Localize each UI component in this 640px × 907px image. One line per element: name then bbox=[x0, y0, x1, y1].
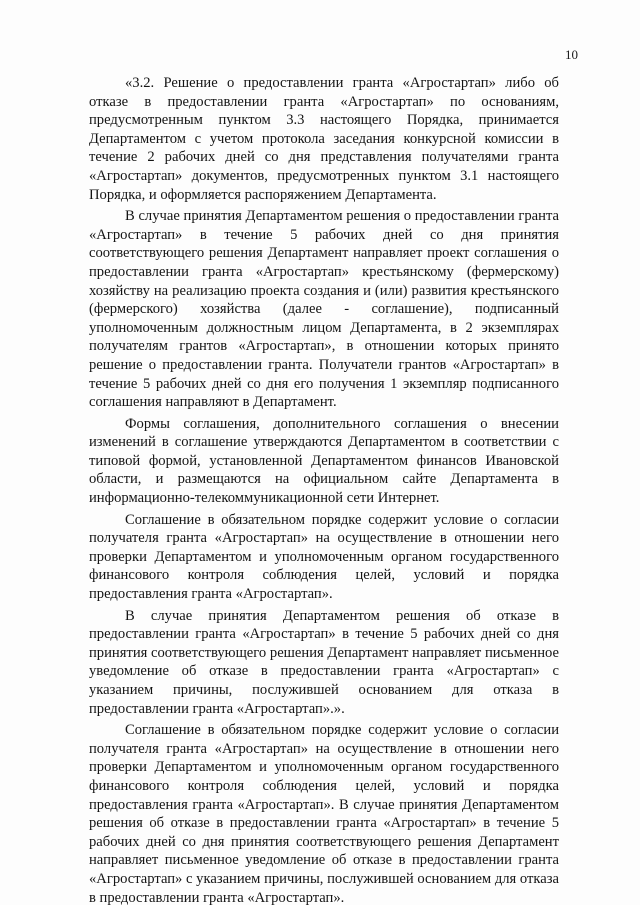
document-body bbox=[89, 74, 559, 907]
paragraph-agreement-conditions-repeat: Соглашение в обязательном порядке содержит условие о согласии получателя гранта «Агростартап» на осуществление в отношении него проверки Департаментом и уполномоченным органом государственного финансового контроля соблюдения целей, условий и порядка предоставления гранта «Агростартап». В случае принятия Департаментом решения об отказе в предоставлении гранта «Агростартап» в течение 5 рабочих дней со дня принятия соответствующего решения Департамент направляет письменное уведомление об отказе в предоставлении гранта «Агростартап» с указанием причины, послужившей основанием для отказа в предоставлении гранта «Агростартап». bbox=[89, 722, 559, 906]
paragraph-agreement-conditions: Соглашение в обязательном порядке содержит условие о согласии получателя гранта «Агростартап» на осуществление в отношении него проверки Департаментом и уполномоченным органом государственного финансового контроля соблюдения целей, условий и порядка предоставления гранта «Агростартап». bbox=[89, 511, 559, 603]
paragraph-grant-approval: В случае принятия Департаментом решения о предоставлении гранта «Агростартап» в течение 5 рабочих дней со дня принятия соответствующего решения Департамент направляет проект соглашения о предоставлении гранта «Агростартап» крестьянскому (фермерскому) хозяйству на реализацию проекта создания и (или) развития крестьянского (фермерского) хозяйства (далее - соглашение), подписанный уполномоченным должностным лицом Департамента, в 2 экземплярах получателям грантов «Агростартап», в отношении которых принято решение о предоставлении гранта. Получатели грантов «Агростартап» в течение 5 рабочих дней со дня его получения 1 экземпляр подписанного соглашения направляют в Департамент. bbox=[89, 208, 559, 411]
paragraph-agreement-forms: Формы соглашения, дополнительного соглашения о внесении изменений в соглашение утверждаются Департаментом в соответствии с типовой формой, установленной Департаментом финансов Ивановской области, и размещаются на официальном сайте Департамента в информационно-телекоммуникационной сети Интернет. bbox=[89, 415, 559, 507]
paragraph-refusal-notice: В случае принятия Департаментом решения об отказе в предоставлении гранта «Агростартап» в течение 5 рабочих дней со дня принятия соответствующего решения Департамент направляет письменное уведомление об отказе в предоставлении гранта «Агростартап» с указанием причины, послужившей основанием для отказа в предоставлении гранта «Агростартап».». bbox=[89, 607, 559, 717]
paragraph-3-2-decision: «3.2. Решение о предоставлении гранта «Агростартап» либо об отказе в предоставлении гранта «Агростартап» по основаниям, предусмотренным пунктом 3.3 настоящего Порядка, принимается Департаментом с учетом протокола заседания конкурсной комиссии в течение 2 рабочих дней со дня представления получателями гранта «Агростартап» документов, предусмотренных пунктом 3.1 настоящего Порядка, и оформляется распоряжением Департамента. bbox=[89, 75, 559, 203]
page-number: 10 bbox=[565, 47, 578, 62]
